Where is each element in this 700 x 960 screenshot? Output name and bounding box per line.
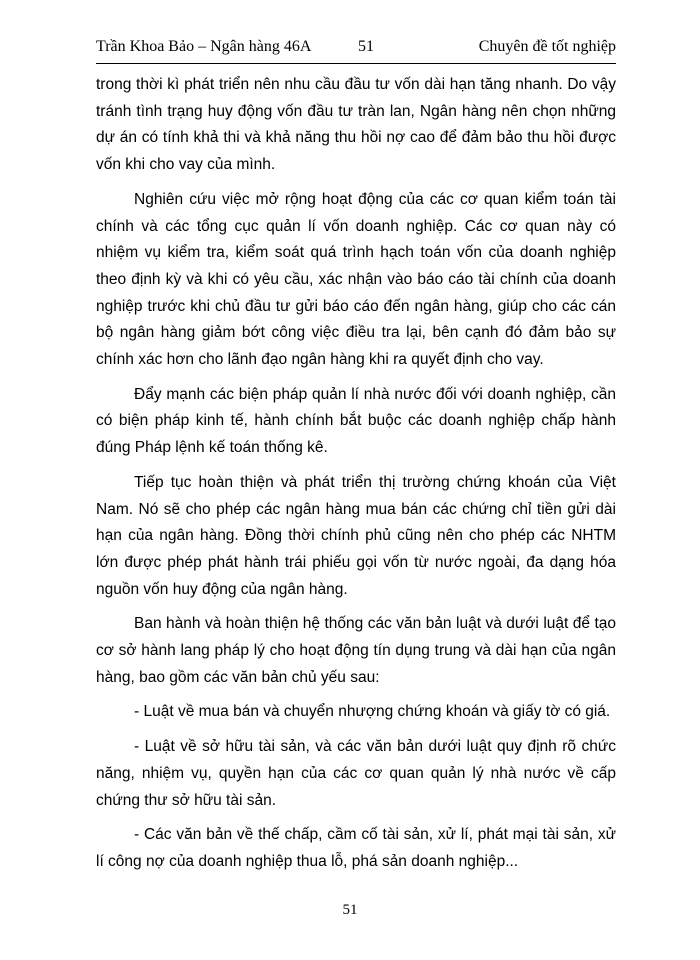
paragraph-audit-agencies: Nghiên cứu việc mở rộng hoạt động của các cơ quan kiểm toán tài chính và các tổng cục quản lí vốn doanh nghiệp. Các cơ quan này có nhiệm vụ kiểm tra, kiểm soát quá trình hạch toán vốn của doanh nghiệp theo định kỳ và khi có yêu cầu, xác nhận vào báo cáo tài chính của doanh nghiệp trước khi chủ đầu tư gửi báo cáo đến ngân hàng, giúp cho các cán bộ ngân hàng giảm bớt công việc điều tra lại, bên cạnh đó đảm bảo sự chính xác hơn cho lãnh đạo ngân hàng khi ra quyết định cho vay.: [96, 190, 616, 369]
list-item-property-law: - Luật về sở hữu tài sản, và các văn bản dưới luật quy định rõ chức năng, nhiệm vụ, quyền hạn của các cơ quan quản lý nhà nước về cấp chứng thư sở hữu tài sản.: [96, 738, 616, 809]
header-page-number: 51: [358, 38, 374, 55]
page-header: [96, 38, 616, 62]
header-author: Trần Khoa Bảo – Ngân hàng 46A: [96, 38, 312, 55]
document-body: [96, 72, 616, 876]
paragraph-continuation: trong thời kì phát triển nên nhu cầu đầu tư vốn dài hạn tăng nhanh. Do vậy tránh tình trạng huy động vốn đầu tư tràn lan, Ngân hàng nên chọn những dự án có tính khả thi và khả năng thu hồi nợ cao để đảm bảo thu hồi được vốn khi cho vay của mình.: [96, 76, 616, 174]
paragraph-legal-framework: Ban hành và hoàn thiện hệ thống các văn bản luật và dưới luật để tạo cơ sở hành lang pháp lý cho hoạt động tín dụng trung và dài hạn của ngân hàng, bao gồm các văn bản chủ yếu sau:: [96, 615, 616, 686]
list-item-mortgage-documents: - Các văn bản về thế chấp, cầm cố tài sản, xử lí, phát mại tài sản, xử lí công nợ của doanh nghiệp thua lỗ, phá sản doanh nghiệp...: [96, 826, 616, 870]
header-divider: [96, 63, 616, 64]
footer-page-number: 51: [342, 902, 358, 918]
list-item-securities-law: - Luật về mua bán và chuyển nhượng chứng khoán và giấy tờ có giá.: [134, 703, 611, 721]
paragraph-state-management: Đẩy mạnh các biện pháp quản lí nhà nước đối với doanh nghiệp, cần có biện pháp kinh tế, hành chính bắt buộc các doanh nghiệp chấp hành đúng Pháp lệnh kế toán thống kê.: [96, 385, 616, 457]
paragraph-securities-market: Tiếp tục hoàn thiện và phát triển thị trường chứng khoán của Việt Nam. Nó sẽ cho phép các ngân hàng mua bán các chứng chỉ tiền gửi dài hạn của ngân hàng. Đồng thời chính phủ cũng nên cho phép các NHTM lớn được phép phát hành trái phiếu gọi vốn từ nước ngoài, đa dạng hóa nguồn vốn huy động của ngân hàng.: [96, 473, 616, 598]
header-title: Chuyên đề tốt nghiệp: [478, 38, 616, 55]
